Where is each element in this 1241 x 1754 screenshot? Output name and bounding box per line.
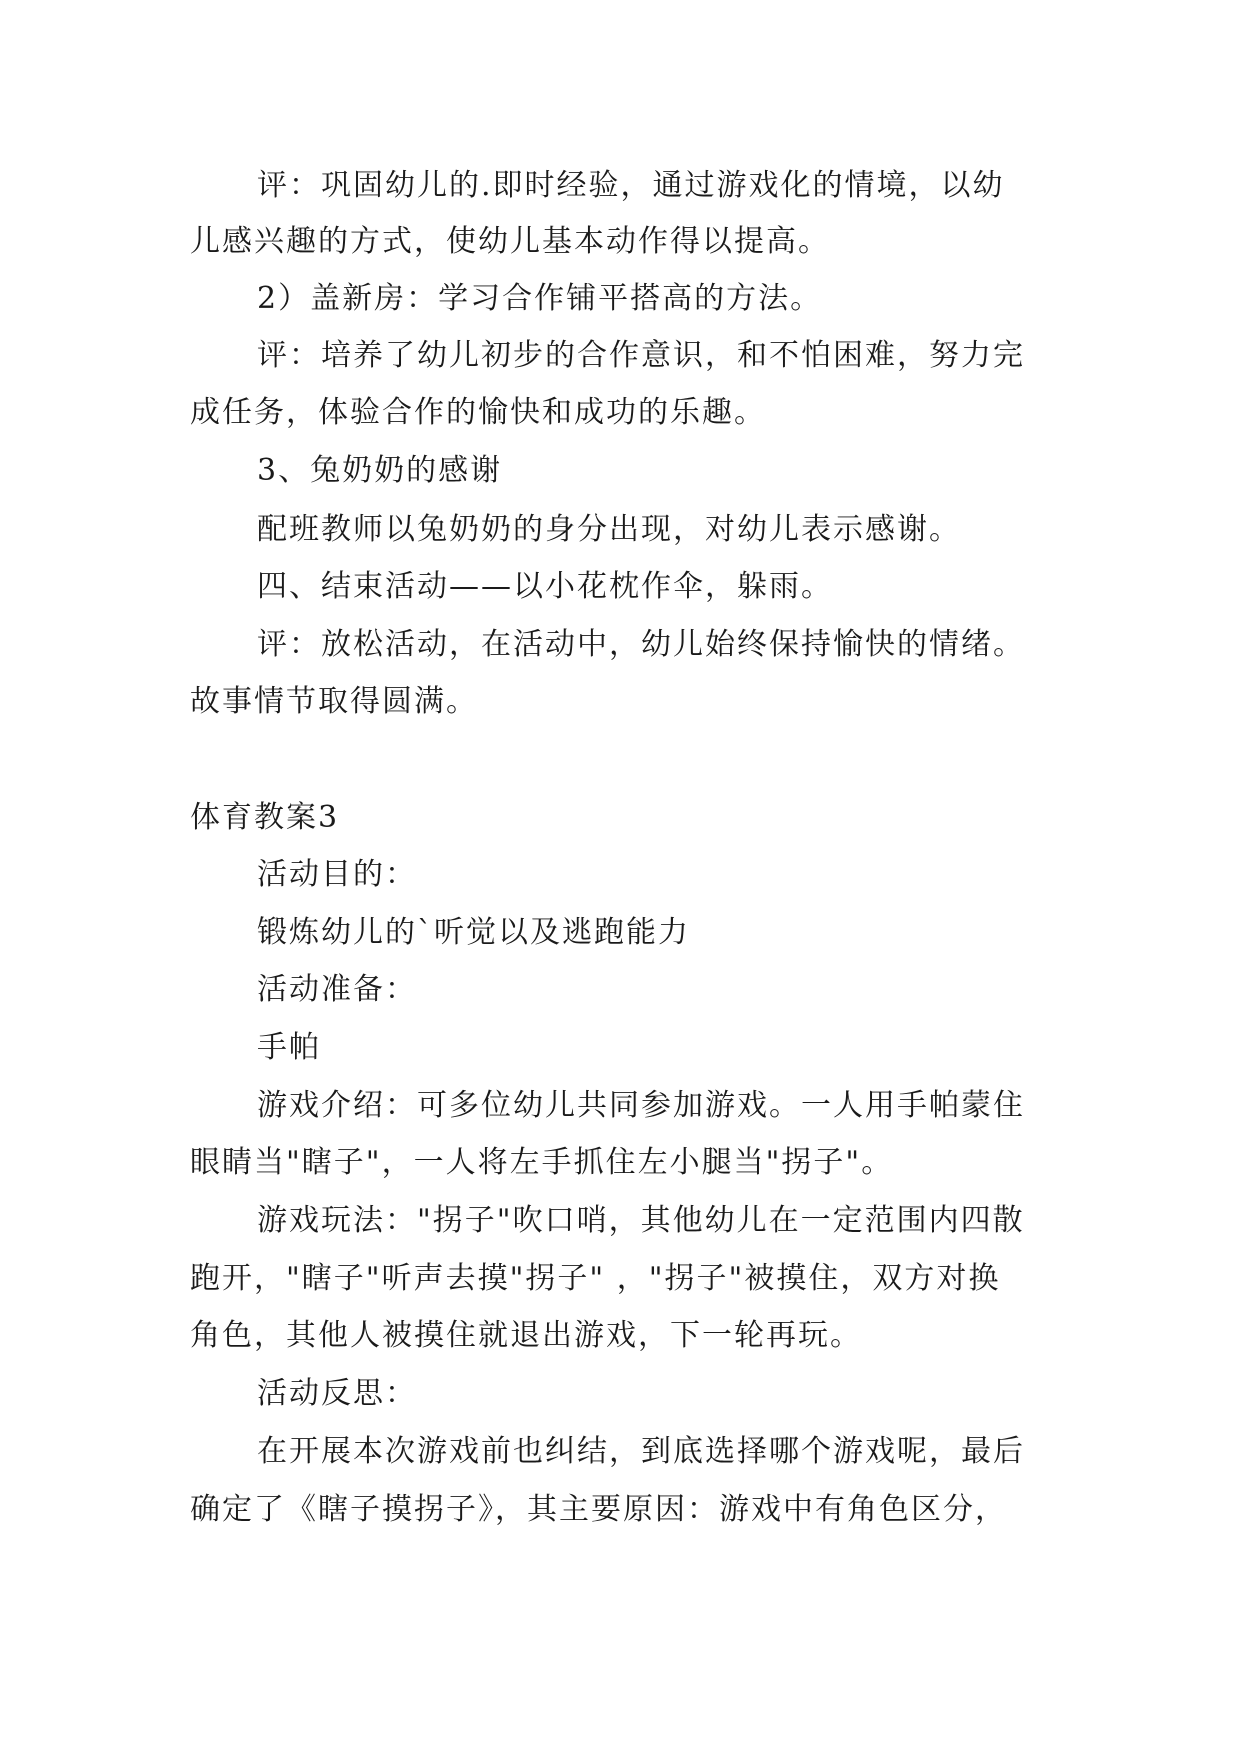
paragraph-line: 在开展本次游戏前也纠结，到底选择哪个游戏呢，最后 bbox=[257, 1434, 1025, 1469]
paragraph-line: 四、结束活动——以小花枕作伞，躲雨。 bbox=[257, 569, 833, 604]
paragraph-line: 角色，其他人被摸住就退出游戏，下一轮再玩。 bbox=[190, 1318, 862, 1353]
paragraph-line: 2）盖新房：学习合作铺平搭高的方法。 bbox=[257, 281, 823, 316]
paragraph-line: 故事情节取得圆满。 bbox=[190, 684, 478, 719]
section-heading: 体育教案3 bbox=[190, 800, 340, 835]
paragraph-line: 评：巩固幼儿的.即时经验，通过游戏化的情境，以幼 bbox=[257, 168, 1005, 203]
paragraph-line: 活动反思： bbox=[257, 1376, 417, 1411]
paragraph-line: 锻炼幼儿的`听觉以及逃跑能力 bbox=[257, 915, 690, 950]
paragraph-line: 评：放松活动，在活动中，幼儿始终保持愉快的情绪。 bbox=[257, 627, 1025, 662]
paragraph-line: 3、兔奶奶的感谢 bbox=[257, 453, 503, 488]
paragraph-line: 活动准备： bbox=[257, 972, 417, 1007]
paragraph-line: 游戏玩法："拐子"吹口哨，其他幼儿在一定范围内四散 bbox=[257, 1203, 1025, 1238]
paragraph-line: 成任务，体验合作的愉快和成功的乐趣。 bbox=[190, 395, 766, 430]
paragraph-line: 眼睛当"瞎子"，一人将左手抓住左小腿当"拐子"。 bbox=[190, 1145, 894, 1180]
paragraph-line: 活动目的： bbox=[257, 857, 417, 892]
paragraph-line: 游戏介绍：可多位幼儿共同参加游戏。一人用手帕蒙住 bbox=[257, 1088, 1025, 1123]
paragraph-line: 确定了《瞎子摸拐子》，其主要原因：游戏中有角色区分， bbox=[190, 1492, 1007, 1527]
paragraph-line: 跑开，"瞎子"听声去摸"拐子" ，"拐子"被摸住，双方对换 bbox=[190, 1261, 1001, 1296]
paragraph-line: 评：培养了幼儿初步的合作意识，和不怕困难，努力完 bbox=[257, 338, 1025, 373]
paragraph-line: 儿感兴趣的方式，使幼儿基本动作得以提高。 bbox=[190, 224, 830, 259]
paragraph-line: 配班教师以兔奶奶的身分出现，对幼儿表示感谢。 bbox=[257, 512, 961, 547]
paragraph-line: 手帕 bbox=[257, 1030, 321, 1065]
